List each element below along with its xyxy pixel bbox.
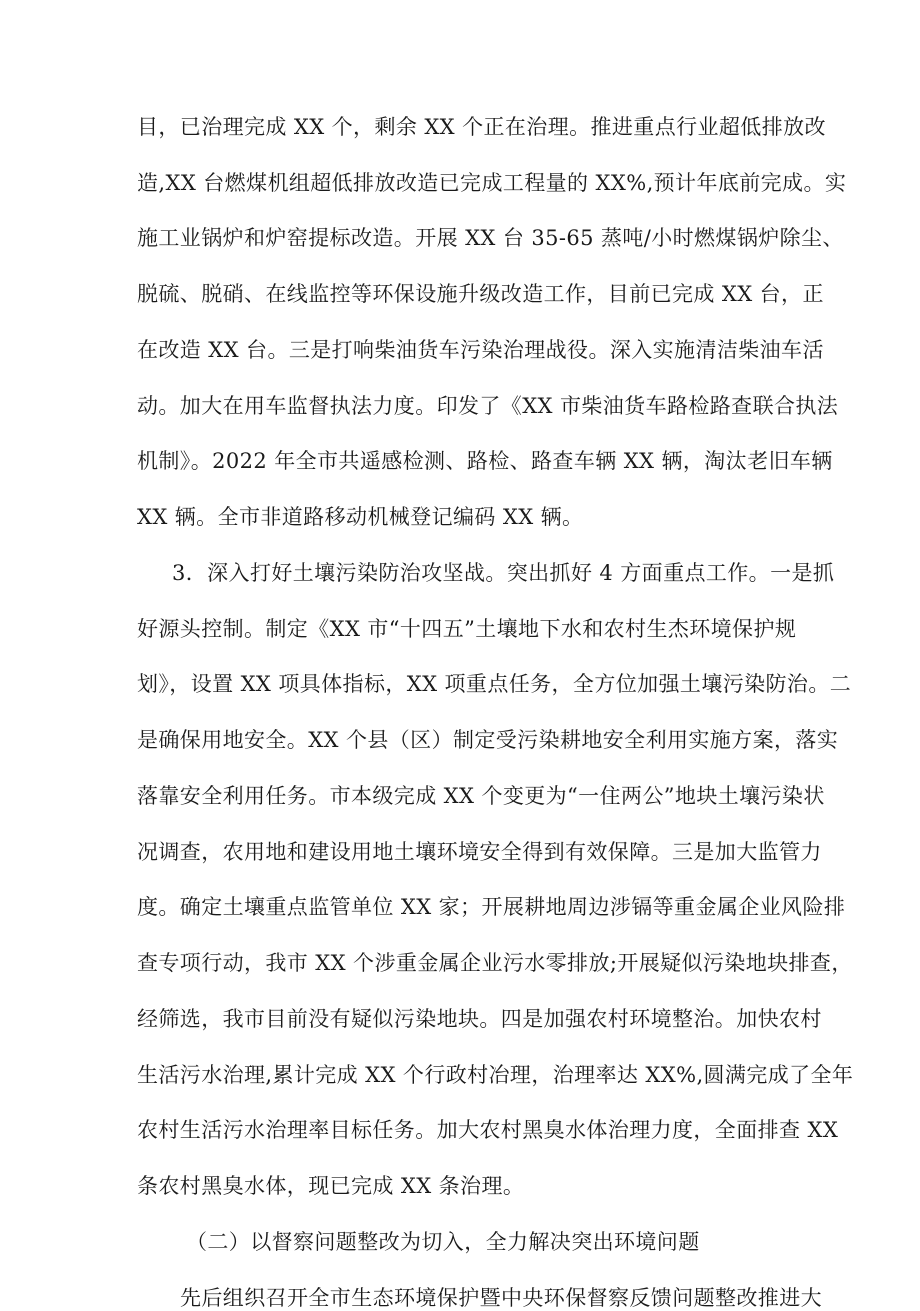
- text-line: 是确保用地安全。XX 个县（区）制定受污染耕地安全利用实施方案，落实: [137, 728, 839, 752]
- text-line: 施工业锅炉和炉窑提标改造。开展 XX 台 35-65 蒸吨/小时燃煤锅炉除尘、: [137, 226, 844, 250]
- text-line: XX 辆。全市非道路移动机械登记编码 XX 辆。: [137, 505, 584, 529]
- text-line: 先后组织召开全市生态环境保护暨中央环保督察反馈问题整改推进大: [180, 1286, 822, 1310]
- text-line: 况调查，农用地和建设用地土壤环境安全得到有效保障。三是加大监管力: [137, 840, 822, 864]
- text-line: 查专项行动，我市 XX 个涉重金属企业污水零排放;开展疑似污染地块排查，: [137, 951, 853, 975]
- text-line: 农村生活污水治理率目标任务。加大农村黑臭水体治理力度，全面排查 XX: [137, 1118, 839, 1142]
- text-line: 落靠安全利用任务。市本级完成 XX 个变更为“一住两公”地块土壤污染状: [137, 784, 825, 808]
- text-line: 机制》。2022 年全市共遥感检测、路检、路查车辆 XX 辆，淘汰老旧车辆: [137, 449, 833, 473]
- text-line: 动。加大在用车监督执法力度。印发了《XX 市柴油货车路检路查联合执法: [137, 394, 839, 418]
- text-line: 好源头控制。制定《XX 市“十四五”土壤地下水和农村生杰环境保护规: [137, 617, 797, 641]
- section-heading-2: （二）以督察问题整改为切入，全力解决突出环境问题: [186, 1230, 700, 1254]
- text-line: 度。确定土壤重点监管单位 XX 家；开展耕地周边涉镉等重金属企业风险排: [137, 895, 846, 919]
- text-line: 生活污水治理,累计完成 XX 个行政村冶理，治理率达 XX%,圆满完成了全年: [137, 1063, 854, 1087]
- text-line: 脱硫、脱硝、在线监控等环保设施升级改造工作，目前已完成 XX 台，正: [137, 282, 824, 306]
- text-line: 条农村黑臭水体，现已完成 XX 条治理。: [137, 1174, 525, 1198]
- text-line: 造,XX 台燃煤机组超低排放改造已完成工程量的 XX%,预计年底前完成。实: [137, 171, 847, 195]
- text-line: 目，已治理完成 XX 个，剩余 XX 个正在治理。推进重点行业超低排放改: [137, 115, 826, 139]
- text-line: 划》，设置 XX 项具体指标，XX 项重点任务，全方位加强土壤污染防治。二: [137, 672, 852, 696]
- section-heading-3: 3．深入打好土壤污染防治攻坚战。突出抓好 4 方面重点工作。一是抓: [172, 561, 835, 585]
- text-line: 在改造 XX 台。三是打响柴油货车污染治理战役。深入实施清洁柴油车活: [137, 338, 824, 362]
- text-line: 经筛选，我市目前没有疑似污染地块。四是加强农村环境整治。加快农村: [137, 1007, 822, 1031]
